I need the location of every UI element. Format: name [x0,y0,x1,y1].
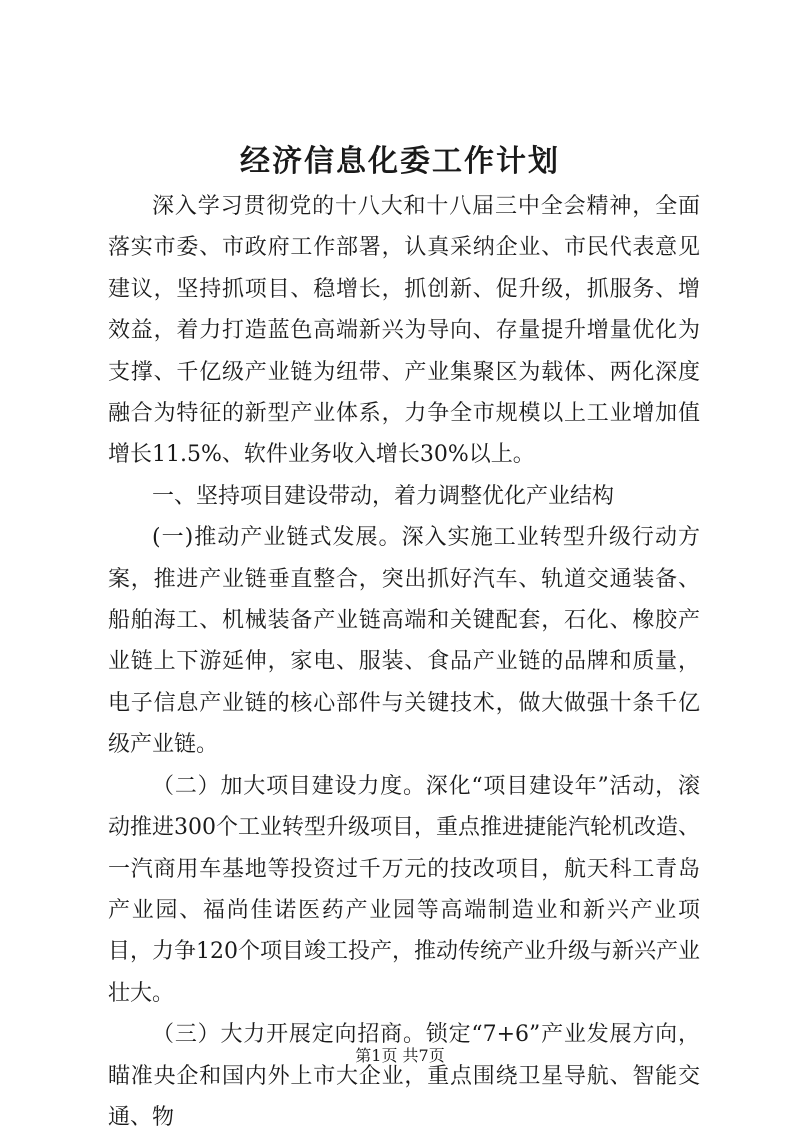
paragraph-item-2: （二）加大项目建设力度。深化“项目建设年”活动，滚动推进300个工业转型升级项目，重点推进捷能汽轮机改造、一汽商用车基地等投资过千万元的技改项目，航天科工青岛产业园、福尚佳诺医药产业园等高端制造业和新兴产业项目，力争120个项目竣工投产，推动传统产业升级与新兴产业壮大。 [108,773,700,1006]
paragraph-item-3: （三）大力开展定向招商。锁定“7+6”产业发展方向，瞄准央企和国内外上市大企业，重点围绕卫星导航、智能交通、物 [108,1022,700,1130]
document-body [108,186,700,1138]
paragraph-intro: 深入学习贯彻党的十八大和十八届三中全会精神，全面落实市委、市政府工作部署，认真采纳企业、市民代表意见建议，坚持抓项目、稳增长，抓创新、促升级，抓服务、增效益，着力打造蓝色高端新兴为导向、存量提升增量优化为支撑、千亿级产业链为纽带、产业集聚区为载体、两化深度融合为特征的新型产业体系，力争全市规模以上工业增加值增长11.5%、软件业务收入增长30%以上。 [108,194,700,468]
section-heading-1: 一、坚持项目建设带动，着力调整优化产业结构 [152,483,615,509]
document-title: 经济信息化委工作计划 [240,144,560,179]
paragraph-item-1: (一)推动产业链式发展。深入实施工业转型升级行动方案，推进产业链垂直整合，突出抓好汽车、轨道交通装备、船舶海工、机械装备产业链高端和关键配套，石化、橡胶产业链上下游延伸，家电、服装、食品产业链的品牌和质量，电子信息产业链的核心部件与关键技术，做大做强十条千亿级产业链。 [108,525,700,758]
page-number-footer: 第1页 共7页 [355,1046,445,1065]
